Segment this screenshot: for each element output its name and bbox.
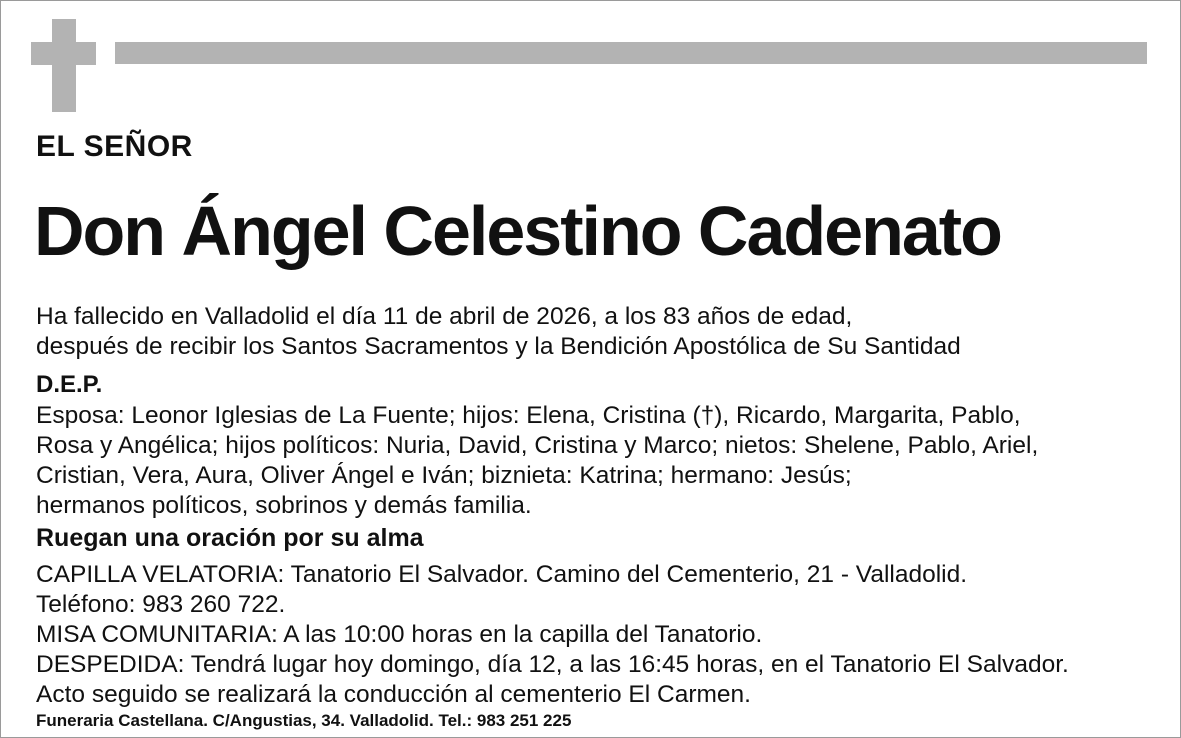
deceased-name: Don Ángel Celestino Cadenato: [34, 192, 1001, 270]
service-line: MISA COMUNITARIA: A las 10:00 horas en la capilla del Tanatorio.: [36, 621, 763, 648]
funeral-home-footer: Funeraria Castellana. C/Angustias, 34. Valladolid. Tel.: 983 251 225: [36, 711, 572, 730]
family-list: [36, 401, 1038, 521]
service-line: Teléfono: 983 260 722.: [36, 591, 286, 618]
family-line: Cristian, Vera, Aura, Oliver Ángel e Iván; biznieta: Katrina; hermano: Jesús;: [36, 462, 852, 489]
death-announcement: [36, 302, 961, 362]
family-line: Esposa: Leonor Iglesias de La Fuente; hijos: Elena, Cristina (†), Ricardo, Margarita, Pablo,: [36, 402, 1021, 429]
prayer-request: Ruegan una oración por su alma: [36, 524, 424, 552]
cross-vertical-beam: [52, 19, 76, 112]
service-details: [36, 560, 1069, 710]
cross-horizontal-beam: [31, 42, 96, 65]
dep-label: D.E.P.: [36, 371, 103, 398]
service-line: Acto seguido se realizará la conducción al cementerio El Carmen.: [36, 681, 751, 708]
family-line: Rosa y Angélica; hijos políticos: Nuria, David, Cristina y Marco; nietos: Shelene, Pablo, Ariel,: [36, 432, 1039, 459]
death-line: después de recibir los Santos Sacramentos y la Bendición Apostólica de Su Santidad: [36, 333, 961, 360]
family-line: hermanos políticos, sobrinos y demás familia.: [36, 492, 532, 519]
notice-prefix: EL SEÑOR: [36, 130, 193, 163]
death-line: Ha fallecido en Valladolid el día 11 de abril de 2026, a los 83 años de edad,: [36, 303, 853, 330]
service-line: CAPILLA VELATORIA: Tanatorio El Salvador. Camino del Cementerio, 21 - Valladolid.: [36, 561, 968, 588]
service-line: DESPEDIDA: Tendrá lugar hoy domingo, día 12, a las 16:45 horas, en el Tanatorio El Salvador.: [36, 651, 1069, 678]
header-rule: [115, 42, 1147, 64]
